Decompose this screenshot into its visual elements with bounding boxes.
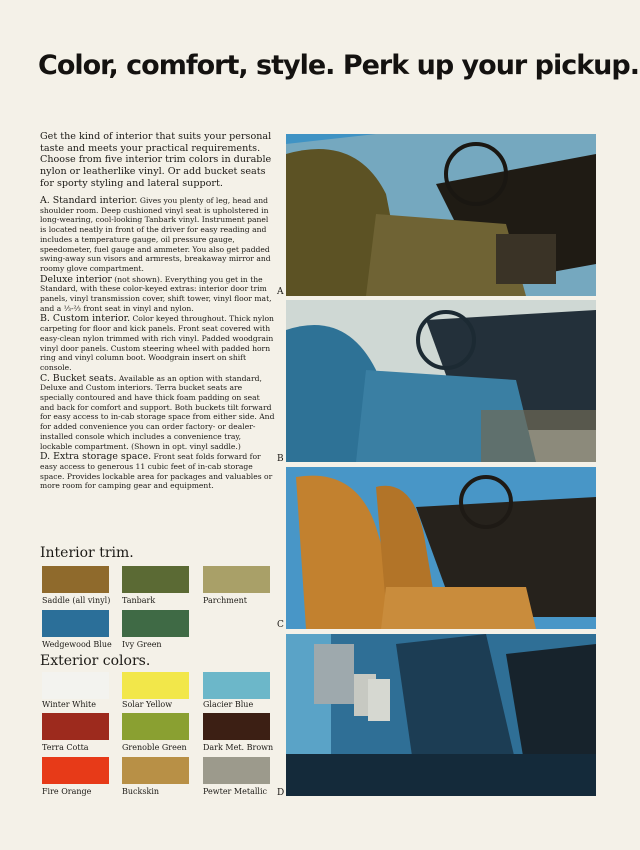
swatch-label: Solar Yellow (122, 700, 173, 709)
exterior-colors-title: Exterior colors. (40, 653, 151, 669)
swatch-label: Terra Cotta (42, 743, 89, 752)
photo-bucket-seats (286, 467, 596, 629)
paragraph-custom (40, 314, 275, 372)
swatch-label: Wedgewood Blue (42, 640, 112, 649)
paragraph-text: Front seat folds forward for easy access to generous 11 cubic feet of in-cab storage space. Provides lockable area for packages and valuables or more room for camping gear and equipment. (40, 452, 273, 491)
photo-letter: B (277, 454, 284, 464)
swatch-parchment (203, 566, 270, 593)
photo-standard-interior (286, 134, 596, 296)
photo-letter: C (277, 620, 284, 630)
swatch-label: Glacier Blue (203, 700, 254, 709)
paragraph-lead: C. Bucket seats. (40, 372, 117, 384)
paragraph-bucket (40, 374, 275, 452)
paragraph-standard (40, 196, 275, 274)
photo-letter: D (277, 788, 285, 798)
swatch-label: Grenoble Green (122, 743, 187, 752)
paragraph-text: (not shown). Everything you get in the Standard, with these color-keyed extras: interior door trim panels, vinyl transmission cover, shift tower, vinyl floor mat, and a ⅓-⅔ front seat in vinyl and nylon. (40, 274, 272, 313)
swatch-fire-orange (42, 757, 109, 784)
swatch-dark-met-brown (203, 713, 270, 740)
swatch-solar-yellow (122, 672, 189, 699)
swatch-grenoble-green (122, 713, 189, 740)
swatch-label: Buckskin (122, 787, 160, 796)
paragraph-lead: A. Standard interior. (40, 195, 138, 206)
paragraph-text: Color keyed throughout. Thick nylon carpeting for floor and kick panels. Front seat covered with easy-clean nylon trimmed with rich vinyl. Padded woodgrain vinyl door panels. Custom steering wheel with padded horn ring and vinyl column boot. Woodgrain insert on shift console. (40, 314, 274, 372)
paragraph-lead: B. Custom interior. (40, 313, 131, 325)
photo-letter: A (277, 287, 284, 297)
paragraph-text: Gives you plenty of leg, head and shoulder room. Deep cushioned vinyl seat is upholstered in long-wearing, cool-looking Tanbark vinyl. Instrument panel is located neatly in front of the driver for easy reading and includes a temperature gauge, oil pressure gauge, speedometer, fuel gauge and ammeter. You also get padded swing-away sun visors and armrests, breakaway mirror and roomy glove compartment. (40, 196, 271, 273)
photo-custom-interior (286, 300, 596, 462)
swatch-label: Tanbark (122, 596, 156, 605)
intro-paragraph: Get the kind of interior that suits your personal taste and meets your practical requirements. Choose from five interior trim colors in durable nylon or leatherlike vinyl. Or add bucket seats for sporty styling and lateral support. (40, 131, 272, 189)
swatch-label: Ivy Green (122, 640, 162, 649)
interior-descriptions (40, 196, 275, 492)
swatch-label: Pewter Metallic (203, 787, 267, 796)
paragraph-storage (40, 452, 275, 491)
headline: Color, comfort, style. Perk up your pickup. (38, 50, 639, 81)
swatch-label: Fire Orange (42, 787, 92, 796)
swatch-winter-white (42, 672, 109, 699)
swatch-buckskin (122, 757, 189, 784)
photo-storage-space (286, 634, 596, 796)
swatch-ivy-green (122, 610, 189, 637)
swatch-pewter-metallic (203, 757, 270, 784)
swatch-label: Saddle (all vinyl) (42, 596, 111, 605)
swatch-label: Dark Met. Brown (203, 743, 274, 752)
swatch-tanbark (122, 566, 189, 593)
swatch-terra-cotta (42, 713, 109, 740)
swatch-glacier-blue (203, 672, 270, 699)
swatch-wedgewood-blue (42, 610, 109, 637)
swatch-saddle (42, 566, 109, 593)
swatch-label: Winter White (42, 700, 96, 709)
paragraph-lead: Deluxe interior (40, 273, 112, 285)
interior-trim-title: Interior trim. (40, 545, 134, 561)
swatch-label: Parchment (203, 596, 247, 605)
paragraph-deluxe (40, 275, 275, 314)
paragraph-text: Available as an option with standard, Deluxe and Custom interiors. Terra bucket seats are specially contoured and have thick foam padding on seat and back for comfort and support. Both buckets tilt forward for easy access to in-cab storage space from either side. And for added convenience you can order factory- or dealer-installed console which includes a convenience tray, lockable compartment. (Shown in opt. vinyl saddle.) (40, 373, 275, 451)
paragraph-lead: D. Extra storage space. (40, 451, 152, 463)
